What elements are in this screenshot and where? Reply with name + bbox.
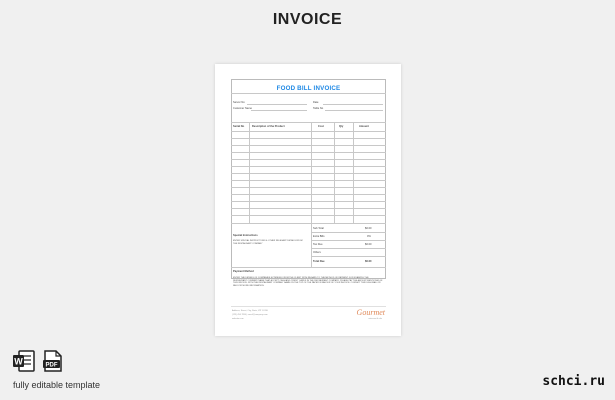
- table-row: [231, 152, 386, 153]
- date-label: Date: [313, 101, 319, 104]
- subtotal-value: $0.00: [365, 227, 372, 230]
- table-row: [231, 187, 386, 188]
- contact-address: Address, Street, City, State, ZIP CODE: [232, 310, 268, 312]
- table-row: [231, 138, 386, 139]
- customer-name-line: [251, 110, 307, 111]
- word-icon: [13, 350, 35, 372]
- table-row: [231, 223, 386, 224]
- date-line: [323, 104, 383, 105]
- totals-divider: [311, 240, 386, 241]
- table-row: [231, 180, 386, 181]
- totals-divider: [311, 248, 386, 249]
- extra-bills-label: Extra Bills: [313, 235, 325, 238]
- invoice-frame: [231, 79, 386, 325]
- payment-text: ENTER THE DETAILS OF COMPANIES EXTENDED FROM THE CLIENT WITH REGARD TO THE METHOD OF PAYMENT. FOR EXAMPLE THE RESTAURANT COMPANY NAME THAT ACCEPT CASH AND CREDIT CARDS IN THE RESTAURANT COMPANY. PLEASE PAY THE AMOUNT MENTIONED IN THIS INVOICE. WITH THE RESTAURANT COMPANY NAME ON THE TOP OF THE PAPER IN FAVOUR OF YOUR INVOICE. CONTACT THROUGH MAIL OR FAX FOR MORE INFORMATION.: [233, 277, 383, 288]
- invoice-preview[interactable]: [215, 64, 401, 336]
- invoice-title: FOOD BILL INVOICE: [276, 85, 341, 92]
- table-row: [231, 208, 386, 209]
- special-instructions-text: ENTER SPECIAL INSTRUCTIONS & OTHER RELEVANT DETAILS FROM THE RESTAURANT COMPANY: [233, 240, 303, 245]
- invoice-border: [231, 79, 386, 279]
- table-row: [231, 166, 386, 167]
- table-row: [231, 173, 386, 174]
- server-no-label: Server No: [233, 101, 245, 104]
- title-divider: [231, 93, 386, 94]
- gourmet-logo-subtitle: restaurant & cafe: [368, 318, 382, 320]
- col-qty: Qty: [339, 125, 344, 128]
- col-serial: Serial No: [233, 125, 245, 128]
- contact-website: website.com: [232, 318, 244, 320]
- col-description: Description of the Product: [252, 125, 285, 128]
- template-caption: fully editable template: [13, 380, 101, 390]
- total-due-label: Total Due: [313, 260, 325, 263]
- table-header-top: [231, 122, 386, 123]
- gourmet-logo: Gourmet: [356, 308, 385, 317]
- payment-method-label: Payment Method: [233, 270, 254, 273]
- extra-bills-value: 0%: [367, 235, 371, 238]
- pdf-icon: [42, 350, 64, 372]
- table-no-line: [325, 110, 383, 111]
- table-row: [231, 215, 386, 216]
- table-row: [231, 194, 386, 195]
- footer-divider: [231, 306, 386, 307]
- special-instructions-label: Special Instructions: [233, 234, 258, 237]
- contact-phone: (123) 456 7890 | email@company.com: [232, 314, 268, 316]
- tax-due-value: $0.00: [365, 243, 372, 246]
- table-row: [231, 131, 386, 132]
- totals-divider: [311, 232, 386, 233]
- others-label: Others: [313, 251, 321, 254]
- tax-due-label: Tax Due: [313, 243, 323, 246]
- subtotal-label: Sub Total: [313, 227, 324, 230]
- server-no-line: [247, 104, 307, 105]
- totals-divider: [311, 256, 386, 257]
- customer-name-label: Customer Name: [233, 107, 252, 110]
- totals-divider: [311, 223, 312, 267]
- table-row: [231, 159, 386, 160]
- payment-divider: [231, 267, 386, 268]
- word-badge: W: [14, 356, 23, 367]
- table-row: [231, 201, 386, 202]
- total-due-value: $0.00: [365, 260, 372, 263]
- pdf-badge: PDF: [45, 362, 58, 369]
- brand-watermark[interactable]: schci.ru: [542, 374, 605, 389]
- col-amount: Amount: [359, 125, 369, 128]
- table-no-label: Table No: [313, 107, 324, 110]
- table-row: [231, 145, 386, 146]
- col-cost: Cost: [318, 125, 324, 128]
- page-title: INVOICE: [272, 11, 343, 28]
